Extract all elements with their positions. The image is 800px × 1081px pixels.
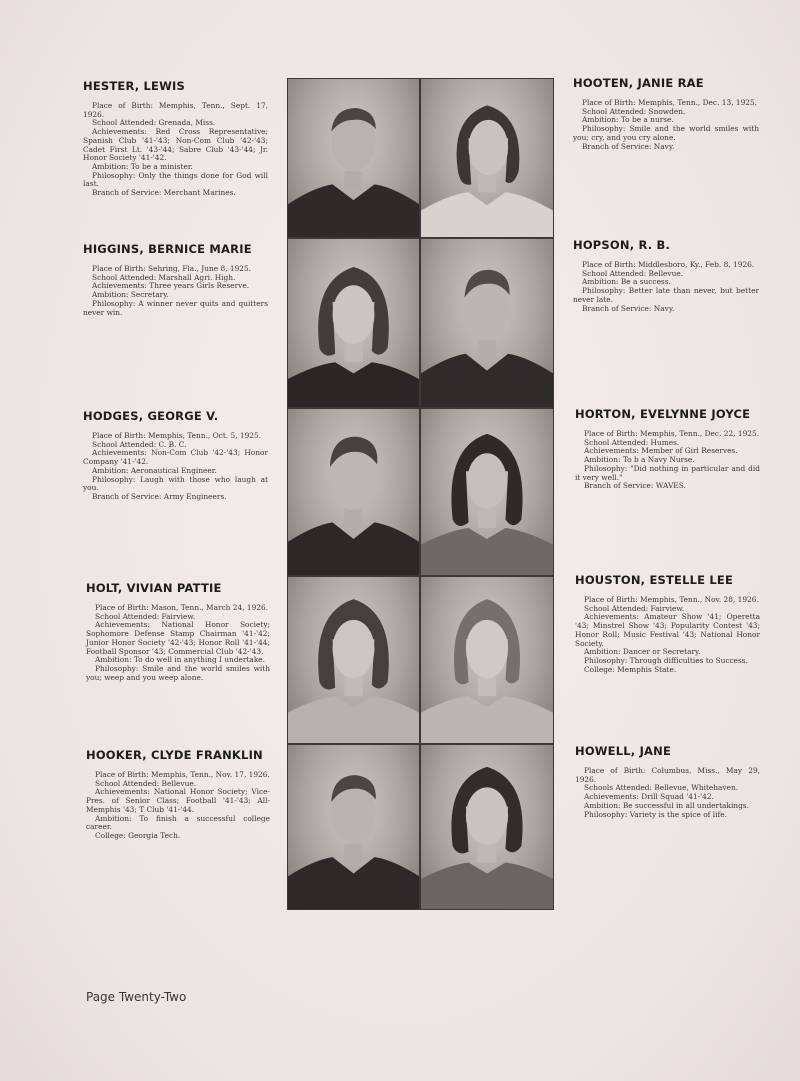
bio-line: Ambition: Be a success. bbox=[582, 277, 671, 287]
bio-line: Ambition: To b a Navy Nurse. bbox=[584, 455, 695, 465]
bio-line: Achievements: Member of Girl Reserves. bbox=[584, 446, 738, 456]
bio-line: Place of Birth: Memphis, Tenn., Nov. 17, 1926. bbox=[95, 770, 270, 779]
student-name: HOPSON, R. B. bbox=[573, 238, 671, 252]
student-name: HIGGINS, BERNICE MARIE bbox=[83, 242, 252, 256]
bio-line: Achievements: Red Cross Representative; Spanish Club '41-'43; Non-Com Club '42-'43; Cadet First Lt. '43-'44; Sabre Club '43-'44; Jr. Honor Society '41-'42. bbox=[83, 127, 268, 163]
student-name: HODGES, GEORGE V. bbox=[83, 409, 219, 423]
bio-hooker-clyde-franklin bbox=[86, 748, 270, 841]
bio-houston-estelle-lee bbox=[575, 573, 760, 674]
student-name: HOLT, VIVIAN PATTIE bbox=[86, 581, 222, 595]
portrait-hodges bbox=[288, 409, 419, 575]
bio-holt-vivian-pattie bbox=[86, 581, 270, 682]
bio-line: School Attended: Humes. bbox=[584, 437, 680, 447]
student-name: HOOTEN, JANIE RAE bbox=[573, 76, 704, 90]
bio-line: School Attended: Fairview. bbox=[584, 603, 685, 613]
student-name: HORTON, EVELYNNE JOYCE bbox=[575, 407, 751, 421]
student-name: HOUSTON, ESTELLE LEE bbox=[575, 573, 734, 587]
bio-line: Achievements: Three years Girls Reserve. bbox=[92, 281, 250, 291]
bio-hooten-janie-rae bbox=[573, 76, 759, 151]
bio-line: Branch of Service: Navy. bbox=[582, 141, 675, 151]
bio-line: Philosophy: Smile and the world smiles with you; cry, and you cry alone. bbox=[573, 124, 759, 142]
bio-line: Achievements: Non-Com Club '42-'43; Honor Company '41-'42. bbox=[83, 448, 268, 467]
bio-line: Ambition: Dancer or Secretary. bbox=[584, 647, 701, 657]
bio-line: Ambition: Secretary. bbox=[92, 290, 169, 300]
portrait-hooker bbox=[288, 745, 419, 909]
bio-line: Achievements: National Honor Society; Sophomore Defense Stamp Chairman '41-'42; Junior Honor Society '42-'43; Honor Roll '41-'44; Football Sponsor '43; Commercial Club '42-'43. bbox=[86, 620, 270, 656]
bio-line: Place of Birth: Memphis, Tenn., Nov. 28, 1926. bbox=[584, 595, 759, 604]
bio-line: Schools Attended: Bellevue, Whitehaven. bbox=[584, 783, 739, 793]
bio-howell-jane bbox=[575, 744, 760, 819]
bio-line: School Attended: C. B. C. bbox=[92, 439, 187, 449]
bio-line: Achievements: Drill Squad '41-'42. bbox=[584, 792, 714, 802]
bio-line: Place of Birth: Memphis, Tenn., Oct. 5, 1925. bbox=[92, 431, 262, 440]
portrait-howell bbox=[421, 745, 553, 909]
bio-line: Place of Birth: Memphis, Tenn., Sept. 17, 1926. bbox=[83, 101, 268, 119]
bio-line: Achievements: Amateur Show '41; Operetta '43; Minstrel Show '43; Popularity Contest '43; Honor Roll; Music Festival '43; National Honor Society. bbox=[575, 612, 760, 648]
bio-hopson-r-b bbox=[573, 238, 759, 313]
bio-line: Branch of Service: Army Engineers. bbox=[92, 491, 227, 501]
bio-line: Ambition: To finish a successful college career. bbox=[86, 813, 270, 832]
bio-line: Philosophy: A winner never quits and quitters never win. bbox=[83, 298, 268, 317]
bio-line: Ambition: To be a minister. bbox=[92, 161, 193, 171]
bio-line: Philosophy: Better late than never, but better never late. bbox=[573, 286, 759, 304]
portrait-horton bbox=[421, 409, 553, 575]
bio-hester-lewis bbox=[83, 79, 268, 198]
student-name: HOOKER, CLYDE FRANKLIN bbox=[86, 748, 263, 762]
bio-line: Ambition: Aeronautical Engineer. bbox=[92, 465, 217, 475]
bio-line: Place of Birth: Mason, Tenn., March 24, 1926. bbox=[95, 603, 269, 612]
bio-line: Ambition: To be a nurse. bbox=[582, 115, 674, 125]
bio-higgins-bernice-marie bbox=[83, 242, 268, 317]
bio-line: College: Georgia Tech. bbox=[95, 830, 181, 840]
bio-line: Place of Birth: Memphis, Tenn., Dec. 22, 1925. bbox=[584, 429, 760, 438]
portrait-houston bbox=[421, 577, 553, 743]
portrait-higgins bbox=[288, 239, 419, 407]
student-name: HOWELL, JANE bbox=[575, 744, 672, 758]
bio-line: School Attended: Snowden. bbox=[582, 106, 686, 116]
bio-line: Ambition: To do well in anything I undertake. bbox=[95, 655, 266, 665]
bio-line: Philosophy: Laugh with those who laugh at you. bbox=[83, 474, 268, 493]
bio-line: Philosophy: Only the things done for God will last. bbox=[83, 170, 268, 189]
bio-horton-evelynne-joyce bbox=[575, 407, 760, 491]
bio-line: Achievements: National Honor Society; Vice-Pres. of Senior Class; Football '41-'43; All-Memphis '43; T Club '41-'44. bbox=[86, 787, 270, 814]
bio-line: Place of Birth: Sehring, Fla., June 8, 1925. bbox=[92, 264, 252, 273]
bio-hodges-george-v bbox=[83, 409, 268, 502]
bio-line: College: Memphis State. bbox=[584, 664, 677, 674]
bio-line: Philosophy: Variety is the spice of life. bbox=[584, 809, 727, 819]
portrait-grid bbox=[287, 78, 554, 910]
bio-line: Place of Birth: Columbus, Miss., May 29, 1926. bbox=[575, 766, 760, 784]
bio-line: School Attended: Bellevue. bbox=[95, 778, 197, 788]
student-name: HESTER, LEWIS bbox=[83, 79, 185, 93]
portrait-hopson bbox=[421, 239, 553, 407]
bio-line: Place of Birth: Memphis, Tenn., Dec. 13, 1925. bbox=[582, 98, 758, 107]
bio-line: Philosophy: Smile and the world smiles with you; weep and you weep alone. bbox=[86, 663, 270, 682]
bio-line: School Attended: Grenada, Miss. bbox=[92, 118, 216, 128]
bio-line: School Attended: Fairview. bbox=[95, 611, 196, 621]
bio-line: Branch of Service: Merchant Marines. bbox=[92, 188, 236, 198]
bio-line: Ambition: Be successful in all undertakings. bbox=[584, 800, 749, 810]
page-number: Page Twenty-Two bbox=[86, 990, 187, 1004]
bio-line: School Attended: Bellevue. bbox=[582, 268, 684, 278]
bio-line: Philosophy: Through difficulties to Success. bbox=[584, 655, 748, 665]
portrait-hooten bbox=[421, 79, 553, 237]
bio-line: School Attended: Marshall Agri. High. bbox=[92, 272, 236, 282]
portrait-holt bbox=[288, 577, 419, 743]
bio-line: Branch of Service: Navy. bbox=[582, 303, 675, 313]
bio-line: Branch of Service: WAVES. bbox=[584, 481, 686, 491]
portrait-hester bbox=[288, 79, 419, 237]
bio-line: Philosophy: "Did nothing in particular and did it very well." bbox=[575, 463, 760, 482]
bio-line: Place of Birth: Middlesboro, Ky., Feb. 8, 1926. bbox=[582, 260, 755, 269]
